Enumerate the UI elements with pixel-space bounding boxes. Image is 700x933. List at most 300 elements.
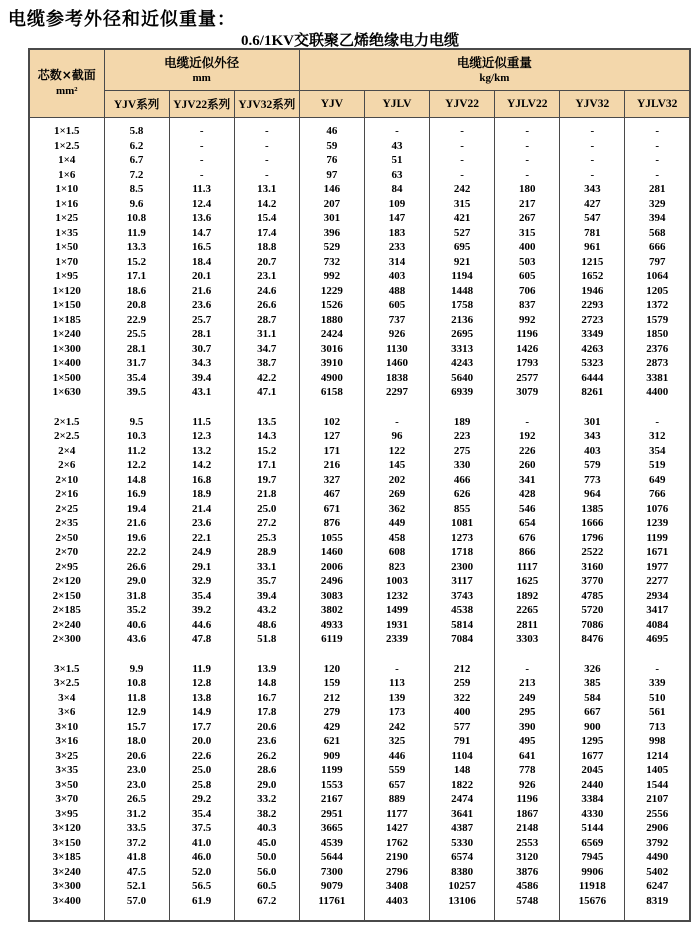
cell-value: 2811 <box>495 618 560 633</box>
cell-value: 3120 <box>495 850 560 865</box>
table-row <box>29 385 690 400</box>
cell-value: 467 <box>299 487 364 502</box>
column-header-yjv32: YJV32 <box>560 91 625 118</box>
table-row <box>29 676 690 691</box>
cell-value: 732 <box>299 255 364 270</box>
col-group-weight-label: 电缆近似重量 <box>456 54 532 70</box>
cell-value: 2297 <box>364 385 429 400</box>
cell-value: 31.1 <box>234 327 299 342</box>
cell-value: 2474 <box>430 792 495 807</box>
cell-value: 315 <box>430 197 495 212</box>
cell-value: 6119 <box>299 632 364 647</box>
cell-value: 233 <box>364 240 429 255</box>
spacer-cell <box>104 647 169 662</box>
table-row <box>29 516 690 531</box>
cell-value: 1822 <box>430 778 495 793</box>
cell-value: 18.0 <box>104 734 169 749</box>
cell-value: 13.1 <box>234 182 299 197</box>
cell-value: 16.7 <box>234 691 299 706</box>
cell-spec: 2×150 <box>29 589 104 604</box>
spacer-cell <box>625 908 690 921</box>
cell-value: 6569 <box>560 836 625 851</box>
spacer-cell <box>29 400 104 415</box>
cell-value: 44.6 <box>169 618 234 633</box>
cell-value: 212 <box>299 691 364 706</box>
cell-value: 28.1 <box>169 327 234 342</box>
cell-value: 15.7 <box>104 720 169 735</box>
cell-value: 992 <box>495 313 560 328</box>
cell-value: 4330 <box>560 807 625 822</box>
cell-value: 394 <box>625 211 690 226</box>
table-row <box>29 850 690 865</box>
cell-value: 10257 <box>430 879 495 894</box>
cell-value: 354 <box>625 444 690 459</box>
cell-value: - <box>625 662 690 677</box>
cell-value: 2553 <box>495 836 560 851</box>
cell-spec: 2×300 <box>29 632 104 647</box>
cell-value: 1385 <box>560 502 625 517</box>
cell-value: 275 <box>430 444 495 459</box>
cell-value: 21.4 <box>169 502 234 517</box>
cell-value: 823 <box>364 560 429 575</box>
cell-value: 2136 <box>430 313 495 328</box>
column-header-yjv-: YJV系列 <box>104 91 169 118</box>
cell-value: 396 <box>299 226 364 241</box>
cell-value: - <box>625 168 690 183</box>
cell-value: 26.6 <box>104 560 169 575</box>
cell-value: 38.7 <box>234 356 299 371</box>
cell-value: 26.2 <box>234 749 299 764</box>
table-row <box>29 124 690 139</box>
cell-value: 9.6 <box>104 197 169 212</box>
cell-value: 510 <box>625 691 690 706</box>
spacer-cell <box>430 400 495 415</box>
table-row <box>29 603 690 618</box>
cell-value: 577 <box>430 720 495 735</box>
cell-value: - <box>495 124 560 139</box>
table-row <box>29 444 690 459</box>
cell-value: 4538 <box>430 603 495 618</box>
cell-value: 29.2 <box>169 792 234 807</box>
spacer-cell <box>430 908 495 921</box>
cell-value: 242 <box>364 720 429 735</box>
table-row <box>29 487 690 502</box>
cell-value: 3117 <box>430 574 495 589</box>
cell-value: 343 <box>560 182 625 197</box>
cell-value: 3016 <box>299 342 364 357</box>
cell-value: - <box>364 124 429 139</box>
cell-value: 666 <box>625 240 690 255</box>
cell-value: 657 <box>364 778 429 793</box>
cell-value: 122 <box>364 444 429 459</box>
cell-value: 46.0 <box>169 850 234 865</box>
cell-spec: 1×25 <box>29 211 104 226</box>
col-group-weight-unit: kg/km <box>479 71 510 84</box>
cell-value: 5748 <box>495 894 560 909</box>
cell-value: 11918 <box>560 879 625 894</box>
cell-value: 4785 <box>560 589 625 604</box>
cell-value: 47.1 <box>234 385 299 400</box>
cell-value: 42.2 <box>234 371 299 386</box>
cell-value: 47.8 <box>169 632 234 647</box>
cell-value: 281 <box>625 182 690 197</box>
cell-value: 6.2 <box>104 139 169 154</box>
cell-value: 223 <box>430 429 495 444</box>
table-row <box>29 778 690 793</box>
cell-value: 20.7 <box>234 255 299 270</box>
cell-value: 900 <box>560 720 625 735</box>
cell-value: 43.6 <box>104 632 169 647</box>
cell-value: 20.8 <box>104 298 169 313</box>
cell-value: 22.2 <box>104 545 169 560</box>
column-header-yjv32-: YJV32系列 <box>234 91 299 118</box>
cell-value: 547 <box>560 211 625 226</box>
cell-spec: 2×2.5 <box>29 429 104 444</box>
table-row <box>29 632 690 647</box>
cell-spec: 1×400 <box>29 356 104 371</box>
cell-value: 3384 <box>560 792 625 807</box>
cell-value: 38.2 <box>234 807 299 822</box>
cell-value: 713 <box>625 720 690 735</box>
cell-value: 3665 <box>299 821 364 836</box>
cell-value: 322 <box>430 691 495 706</box>
cell-value: - <box>169 153 234 168</box>
cell-spec: 2×120 <box>29 574 104 589</box>
cell-spec: 1×150 <box>29 298 104 313</box>
table-row <box>29 269 690 284</box>
table-row <box>29 153 690 168</box>
cell-value: 8261 <box>560 385 625 400</box>
cell-value: 25.0 <box>169 763 234 778</box>
cell-value: 1076 <box>625 502 690 517</box>
cell-value: 495 <box>495 734 560 749</box>
cell-value: 1196 <box>495 327 560 342</box>
cell-value: - <box>169 124 234 139</box>
cell-value: 59 <box>299 139 364 154</box>
cell-value: 403 <box>364 269 429 284</box>
cell-value: 4243 <box>430 356 495 371</box>
cell-value: 12.9 <box>104 705 169 720</box>
cell-value: 13.9 <box>234 662 299 677</box>
cell-value: 9.9 <box>104 662 169 677</box>
cell-value: 23.0 <box>104 763 169 778</box>
cell-value: 13106 <box>430 894 495 909</box>
cell-spec: 3×240 <box>29 865 104 880</box>
cell-value: - <box>560 124 625 139</box>
cell-value: 31.7 <box>104 356 169 371</box>
cell-value: 964 <box>560 487 625 502</box>
cell-value: 503 <box>495 255 560 270</box>
cell-value: 519 <box>625 458 690 473</box>
table-row <box>29 589 690 604</box>
cell-spec: 1×120 <box>29 284 104 299</box>
cell-value: 23.1 <box>234 269 299 284</box>
cell-value: 5330 <box>430 836 495 851</box>
cell-value: 28.1 <box>104 342 169 357</box>
cell-value: 676 <box>495 531 560 546</box>
cell-spec: 3×2.5 <box>29 676 104 691</box>
cell-value: 97 <box>299 168 364 183</box>
cell-value: 3160 <box>560 560 625 575</box>
cell-value: 1055 <box>299 531 364 546</box>
cell-value: 25.8 <box>169 778 234 793</box>
cell-value: 23.0 <box>104 778 169 793</box>
table-row <box>29 807 690 822</box>
cell-value: 35.7 <box>234 574 299 589</box>
cell-value: 737 <box>364 313 429 328</box>
cell-value: 1758 <box>430 298 495 313</box>
col-header-cores-section-label: 芯数×截面 <box>37 68 96 82</box>
cell-value: 51.8 <box>234 632 299 647</box>
cell-value: 25.0 <box>234 502 299 517</box>
cell-value: 1205 <box>625 284 690 299</box>
cell-value: 260 <box>495 458 560 473</box>
cell-spec: 3×185 <box>29 850 104 865</box>
cell-spec: 3×16 <box>29 734 104 749</box>
cell-value: 207 <box>299 197 364 212</box>
cell-value: 31.2 <box>104 807 169 822</box>
cell-value: 102 <box>299 415 364 430</box>
cell-value: 889 <box>364 792 429 807</box>
spacer-cell <box>29 908 104 921</box>
spacer-cell <box>169 908 234 921</box>
cell-value: 400 <box>495 240 560 255</box>
cell-value: 961 <box>560 240 625 255</box>
cell-value: 4933 <box>299 618 364 633</box>
spacer-cell <box>29 647 104 662</box>
table-row <box>29 284 690 299</box>
cell-value: 4695 <box>625 632 690 647</box>
cell-value: 3079 <box>495 385 560 400</box>
cell-value: 926 <box>364 327 429 342</box>
cell-value: 466 <box>430 473 495 488</box>
spacer-cell <box>560 908 625 921</box>
cell-value: 529 <box>299 240 364 255</box>
cell-value: - <box>430 124 495 139</box>
cell-value: 325 <box>364 734 429 749</box>
table-row <box>29 502 690 517</box>
cell-value: 1064 <box>625 269 690 284</box>
cell-value: 20.0 <box>169 734 234 749</box>
cell-value: 109 <box>364 197 429 212</box>
table-row <box>29 371 690 386</box>
cell-value: 5814 <box>430 618 495 633</box>
spacer-cell <box>625 647 690 662</box>
cell-value: 28.9 <box>234 545 299 560</box>
cell-value: 39.5 <box>104 385 169 400</box>
cell-value: 2167 <box>299 792 364 807</box>
table-row <box>29 865 690 880</box>
cell-value: 446 <box>364 749 429 764</box>
cell-value: 12.2 <box>104 458 169 473</box>
cell-value: 21.8 <box>234 487 299 502</box>
cell-value: 24.9 <box>169 545 234 560</box>
cell-value: 11.5 <box>169 415 234 430</box>
cell-value: 19.4 <box>104 502 169 517</box>
cell-value: 1499 <box>364 603 429 618</box>
cell-value: 4400 <box>625 385 690 400</box>
cell-value: 212 <box>430 662 495 677</box>
cell-value: 3408 <box>364 879 429 894</box>
col-group-diameter-unit: mm <box>192 71 211 84</box>
cell-value: 96 <box>364 429 429 444</box>
cell-value: 2906 <box>625 821 690 836</box>
cell-value: 1273 <box>430 531 495 546</box>
cell-value: 1199 <box>625 531 690 546</box>
cell-value: 23.6 <box>234 734 299 749</box>
cell-value: 6574 <box>430 850 495 865</box>
cell-value: - <box>625 415 690 430</box>
cell-value: - <box>495 168 560 183</box>
cell-value: 1117 <box>495 560 560 575</box>
cell-value: 855 <box>430 502 495 517</box>
column-header-yjlv22: YJLV22 <box>495 91 560 118</box>
column-header-yjlv32: YJLV32 <box>625 91 690 118</box>
cell-value: - <box>560 139 625 154</box>
cell-value: 641 <box>495 749 560 764</box>
cell-value: 605 <box>495 269 560 284</box>
cell-spec: 3×10 <box>29 720 104 735</box>
cell-value: 14.2 <box>169 458 234 473</box>
cell-value: 2006 <box>299 560 364 575</box>
cell-value: 21.6 <box>104 516 169 531</box>
cell-value: 301 <box>299 211 364 226</box>
table-row <box>29 560 690 575</box>
cell-value: 4900 <box>299 371 364 386</box>
cell-value: - <box>234 168 299 183</box>
cell-value: 14.3 <box>234 429 299 444</box>
cell-value: 127 <box>299 429 364 444</box>
cell-value: 45.0 <box>234 836 299 851</box>
spacer-cell <box>104 400 169 415</box>
table-row <box>29 879 690 894</box>
cell-value: 2496 <box>299 574 364 589</box>
cell-value: 326 <box>560 662 625 677</box>
cell-value: 2190 <box>364 850 429 865</box>
cell-value: 2376 <box>625 342 690 357</box>
cell-value: 27.2 <box>234 516 299 531</box>
spacer-cell <box>104 908 169 921</box>
cell-value: 192 <box>495 429 560 444</box>
table-row <box>29 211 690 226</box>
cell-value: 1003 <box>364 574 429 589</box>
cell-value: 267 <box>495 211 560 226</box>
cell-value: 1946 <box>560 284 625 299</box>
cell-value: 19.7 <box>234 473 299 488</box>
cell-value: 3802 <box>299 603 364 618</box>
cell-value: 147 <box>364 211 429 226</box>
col-header-cores-section-unit: mm² <box>55 85 78 97</box>
column-header-yjv22-: YJV22系列 <box>169 91 234 118</box>
cell-value: 11.2 <box>104 444 169 459</box>
cell-value: 7084 <box>430 632 495 647</box>
cell-value: 5640 <box>430 371 495 386</box>
table-row <box>29 298 690 313</box>
table-title: 0.6/1KV交联聚乙烯绝缘电力电缆 <box>241 33 459 49</box>
cell-value: 1892 <box>495 589 560 604</box>
cell-value: 26.6 <box>234 298 299 313</box>
cell-value: 249 <box>495 691 560 706</box>
table-row <box>29 139 690 154</box>
col-group-diameter <box>104 49 299 91</box>
cell-spec: 3×120 <box>29 821 104 836</box>
cell-value: 778 <box>495 763 560 778</box>
cell-spec: 1×4 <box>29 153 104 168</box>
table-row <box>29 662 690 677</box>
cell-value: 60.5 <box>234 879 299 894</box>
cell-value: 35.4 <box>169 807 234 822</box>
cell-value: 67.2 <box>234 894 299 909</box>
cell-value: 9.5 <box>104 415 169 430</box>
cell-value: 41.8 <box>104 850 169 865</box>
cell-value: 146 <box>299 182 364 197</box>
cell-value: 5144 <box>560 821 625 836</box>
table-row <box>29 197 690 212</box>
col-group-weight <box>299 49 690 91</box>
cell-spec: 1×10 <box>29 182 104 197</box>
cell-spec: 2×240 <box>29 618 104 633</box>
cell-value: - <box>430 153 495 168</box>
cell-value: - <box>234 139 299 154</box>
cell-value: 1460 <box>364 356 429 371</box>
cell-value: 1229 <box>299 284 364 299</box>
cell-value: 22.1 <box>169 531 234 546</box>
cell-value: 2424 <box>299 327 364 342</box>
cell-value: - <box>625 153 690 168</box>
cell-value: 1215 <box>560 255 625 270</box>
cell-value: 16.8 <box>169 473 234 488</box>
cell-value: - <box>560 153 625 168</box>
cell-value: 4539 <box>299 836 364 851</box>
cell-value: 2723 <box>560 313 625 328</box>
cell-value: 3417 <box>625 603 690 618</box>
table-row <box>29 545 690 560</box>
cell-value: 14.9 <box>169 705 234 720</box>
cell-spec: 3×150 <box>29 836 104 851</box>
cell-spec: 1×50 <box>29 240 104 255</box>
cell-value: 608 <box>364 545 429 560</box>
cell-value: 6.7 <box>104 153 169 168</box>
cell-spec: 2×70 <box>29 545 104 560</box>
cell-value: 11.9 <box>104 226 169 241</box>
cell-value: 3876 <box>495 865 560 880</box>
cell-value: 30.7 <box>169 342 234 357</box>
table-header <box>29 49 690 118</box>
cell-value: - <box>169 139 234 154</box>
cell-spec: 2×35 <box>29 516 104 531</box>
cell-spec: 1×300 <box>29 342 104 357</box>
cell-value: 183 <box>364 226 429 241</box>
cell-spec: 1×500 <box>29 371 104 386</box>
cell-spec: 1×1.5 <box>29 124 104 139</box>
table-row <box>29 429 690 444</box>
cell-value: 295 <box>495 705 560 720</box>
cell-value: 1718 <box>430 545 495 560</box>
cell-value: 315 <box>495 226 560 241</box>
cell-value: 1214 <box>625 749 690 764</box>
cell-value: 343 <box>560 429 625 444</box>
cell-value: 23.6 <box>169 516 234 531</box>
cell-value: 797 <box>625 255 690 270</box>
cell-spec: 3×25 <box>29 749 104 764</box>
cell-value: 1977 <box>625 560 690 575</box>
cell-value: 226 <box>495 444 560 459</box>
cell-value: 329 <box>625 197 690 212</box>
cell-value: 626 <box>430 487 495 502</box>
cell-value: 3641 <box>430 807 495 822</box>
cell-value: 16.5 <box>169 240 234 255</box>
cell-value: 998 <box>625 734 690 749</box>
